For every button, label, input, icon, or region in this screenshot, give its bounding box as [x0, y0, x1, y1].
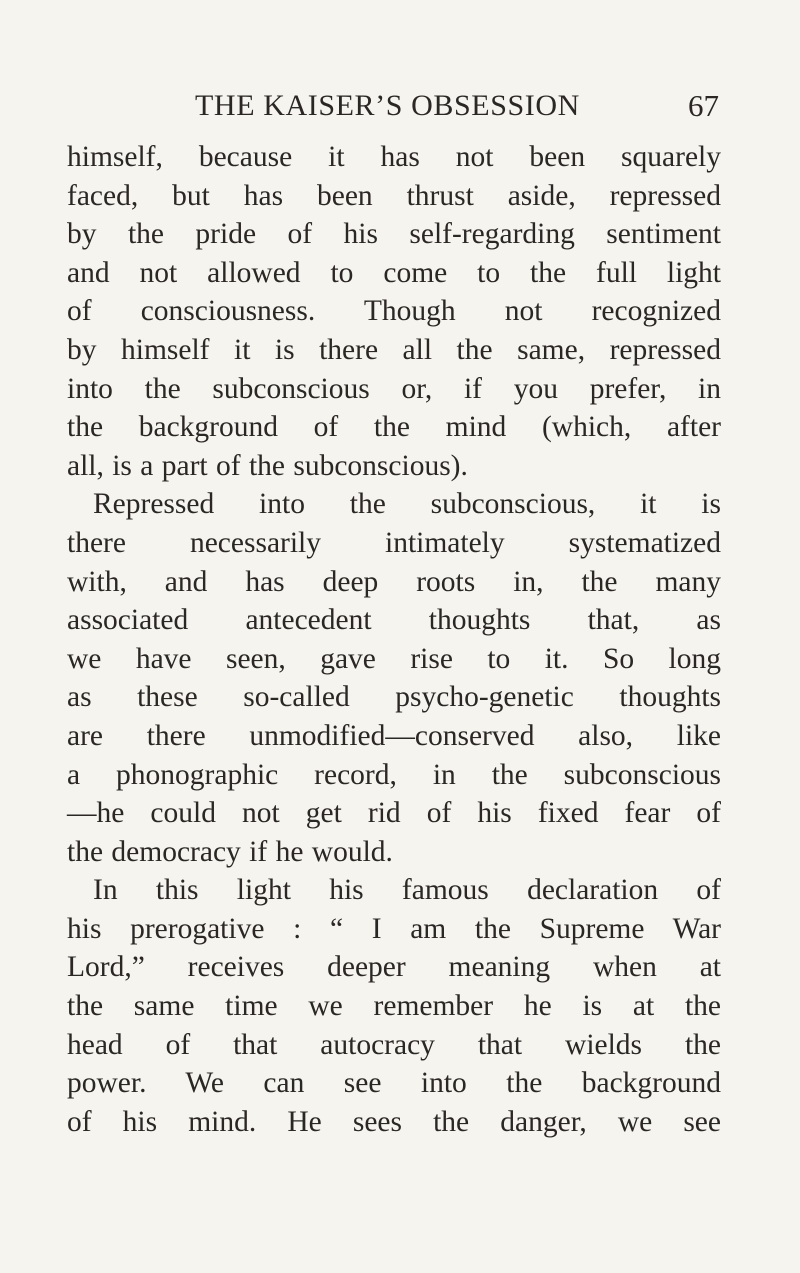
text-line: Lord,” receives deeper meaning when at — [67, 951, 721, 984]
text-line: Repressed into the subconscious, it is — [93, 488, 721, 521]
text-line: into the subconscious or, if you prefer, in — [67, 372, 721, 405]
text-line: the background of the mind (which, after — [67, 411, 721, 444]
text-line: head of that autocracy that wields the — [67, 1028, 721, 1061]
text-line: of his mind. He sees the danger, we see — [67, 1105, 721, 1138]
text-line: In this light his famous declaration of — [93, 874, 721, 907]
text-line: and not allowed to come to the full light — [67, 256, 721, 289]
text-line: are there unmodified—conserved also, like — [67, 719, 721, 752]
running-head — [67, 86, 719, 126]
text-line: as these so-called psycho-genetic thoughts — [67, 681, 721, 714]
text-line: power. We can see into the background — [67, 1067, 721, 1100]
text-line: a phonographic record, in the subconscious — [67, 758, 721, 791]
running-title: THE KAISER’S OBSESSION — [195, 89, 580, 122]
text-line: associated antecedent thoughts that, as — [67, 604, 721, 637]
text-line: his prerogative : “ I am the Supreme War — [67, 912, 721, 945]
text-line: with, and has deep roots in, the many — [67, 565, 721, 598]
body-text — [67, 138, 721, 1141]
text-line: himself, because it has not been squarely — [67, 141, 721, 173]
text-line: we have seen, gave rise to it. So long — [67, 642, 721, 675]
text-line: there necessarily intimately systematized — [67, 526, 721, 559]
text-line: —he could not get rid of his fixed fear of — [67, 797, 721, 830]
text-line: faced, but has been thrust aside, repressed — [67, 179, 721, 212]
text-line: of consciousness. Though not recognized — [67, 295, 721, 328]
page-number: 67 — [688, 88, 719, 123]
text-line: by himself it is there all the same, repressed — [67, 333, 721, 366]
text-line: the same time we remember he is at the — [67, 990, 721, 1023]
text-line: by the pride of his self-regarding sentiment — [67, 218, 721, 251]
text-line: all, is a part of the subconscious). — [67, 449, 468, 482]
text-line: the democracy if he would. — [67, 835, 393, 868]
